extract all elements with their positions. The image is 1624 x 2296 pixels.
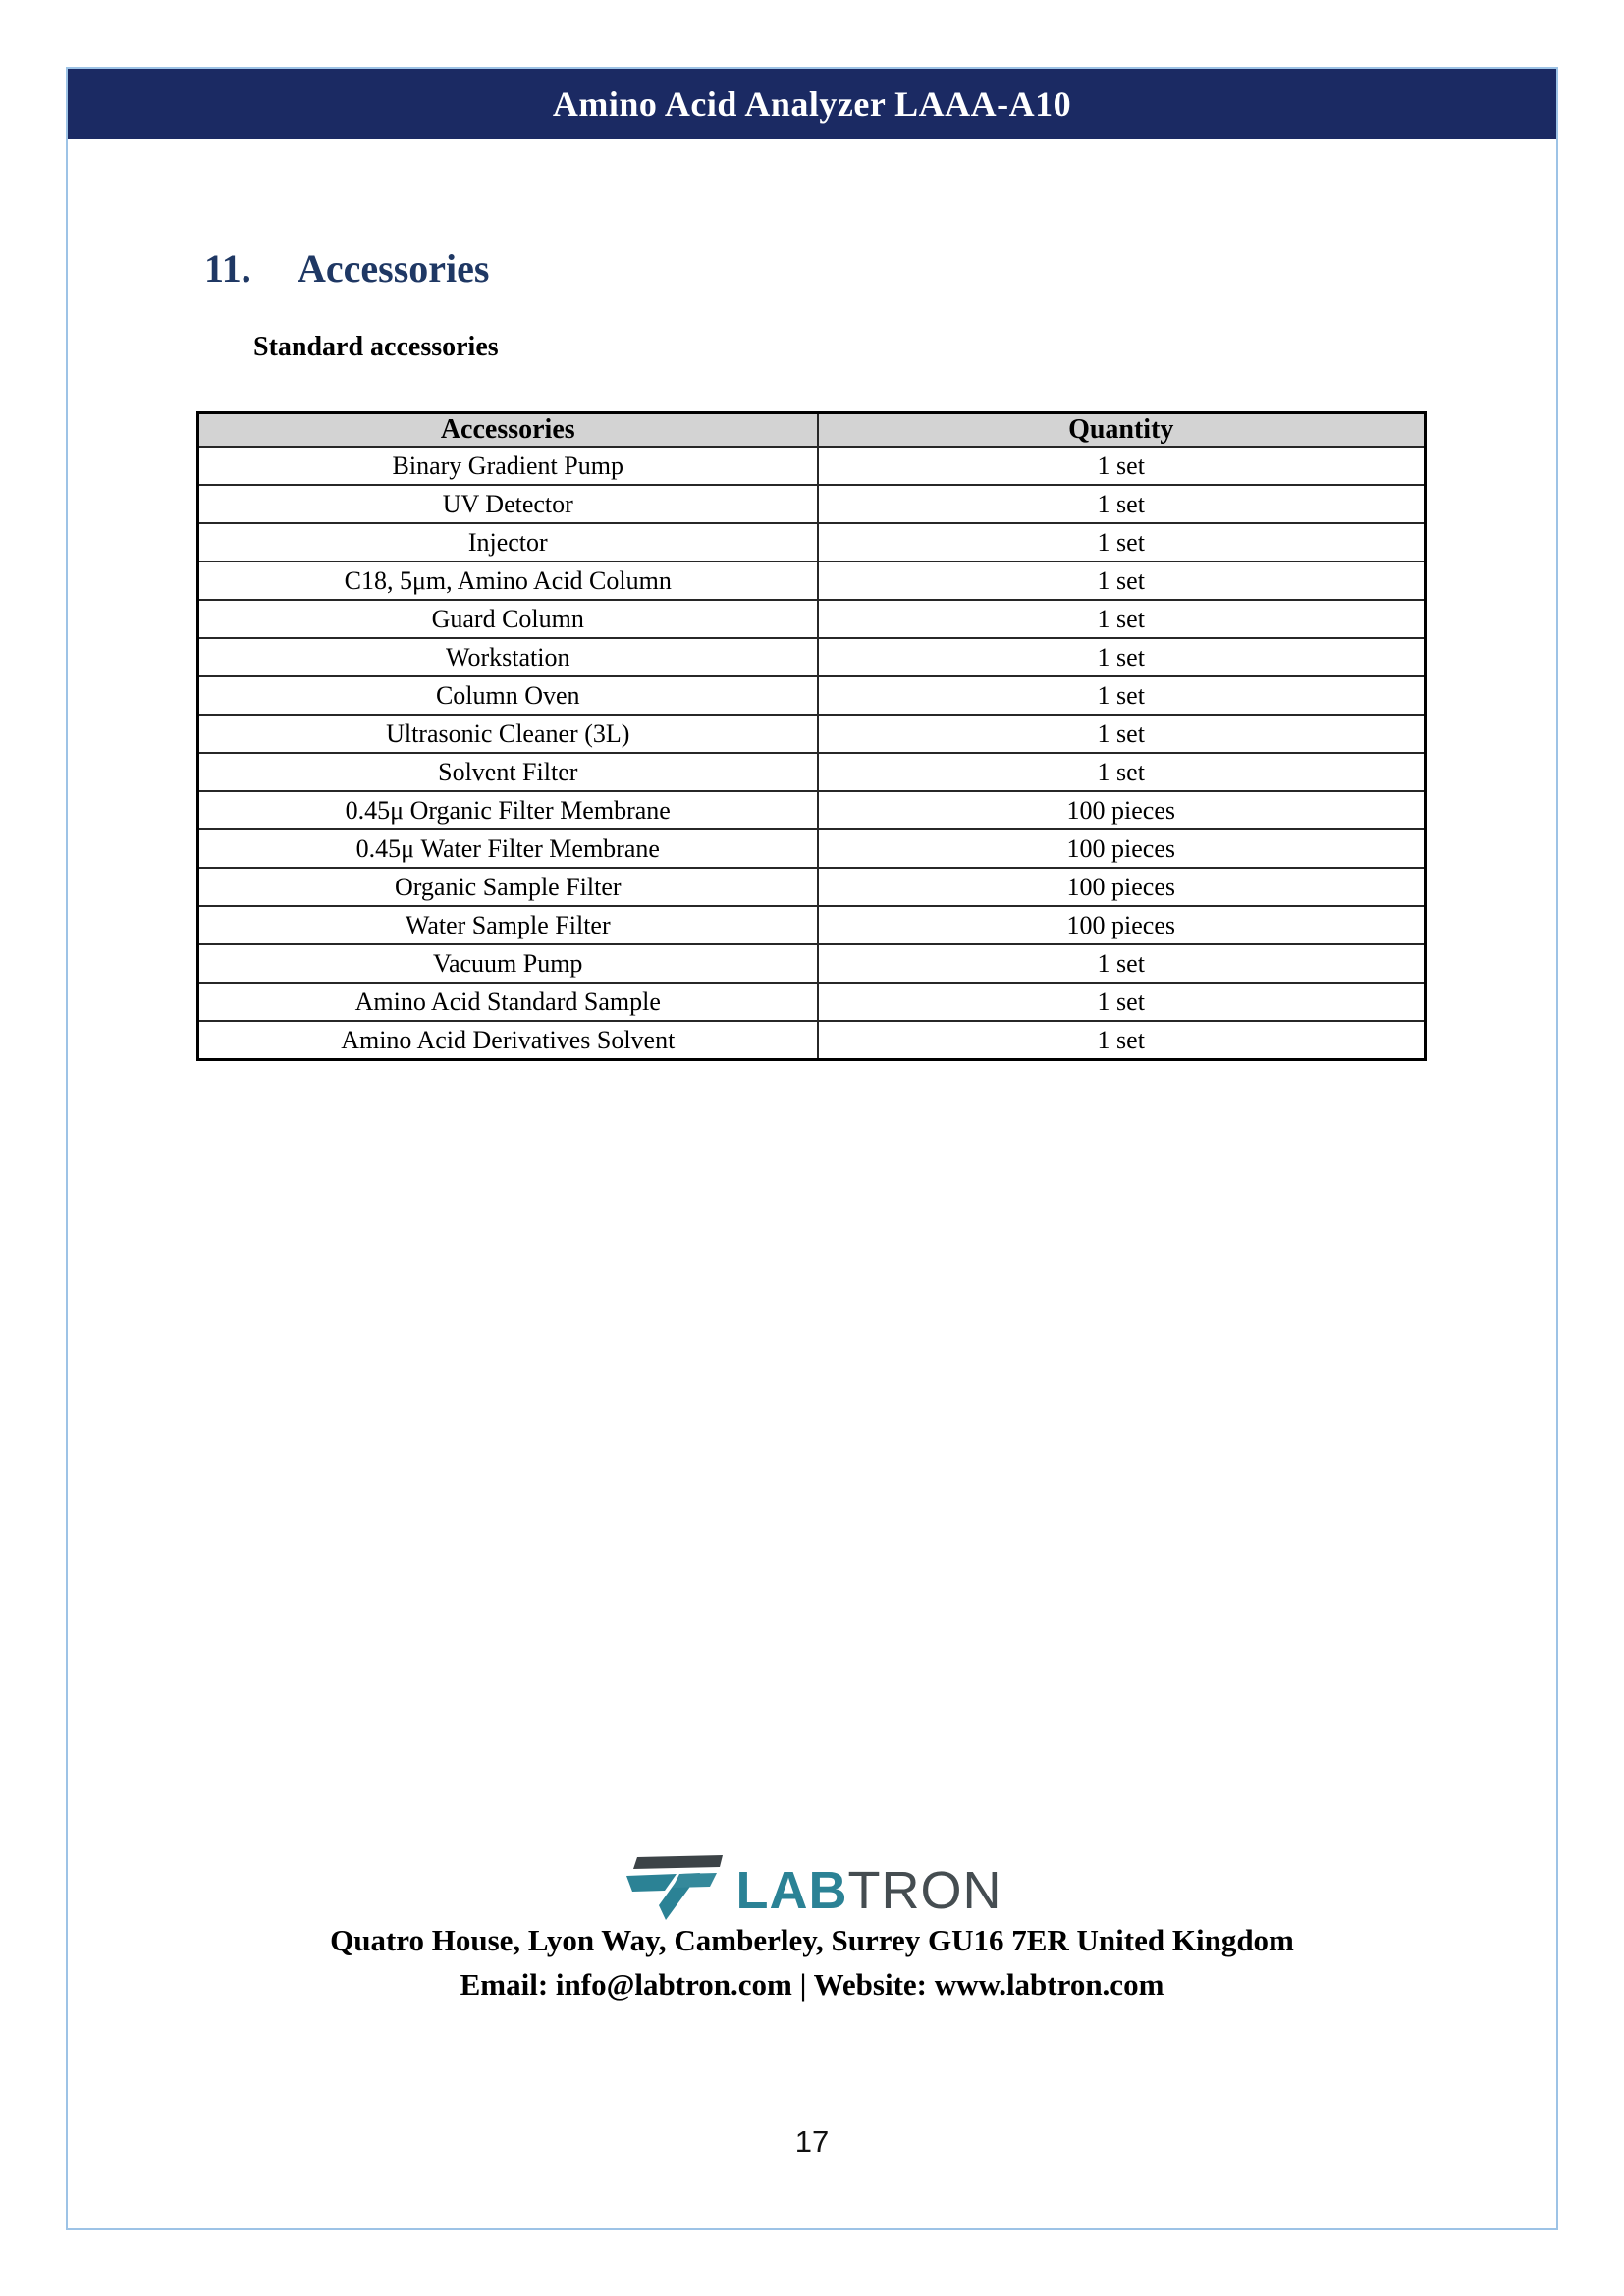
table-row [198, 600, 1426, 638]
section-title: Accessories [298, 246, 490, 291]
quantity-cell: 100 pieces [818, 906, 1426, 944]
accessory-cell: Water Sample Filter [198, 906, 818, 944]
quantity-cell: 1 set [818, 983, 1426, 1021]
accessory-cell: UV Detector [198, 485, 818, 523]
footer-contact: Email: info@labtron.com | Website: www.labtron.com [460, 1967, 1164, 2002]
accessory-cell: Organic Sample Filter [198, 868, 818, 906]
quantity-cell: 1 set [818, 638, 1426, 676]
section-heading [204, 245, 489, 292]
column-header-accessories: Accessories [198, 413, 818, 448]
accessory-cell: Injector [198, 523, 818, 561]
accessories-table-body [198, 447, 1426, 1060]
column-header-quantity: Quantity [818, 413, 1426, 448]
page-frame [66, 67, 1558, 2230]
quantity-cell: 1 set [818, 1021, 1426, 1060]
quantity-cell: 1 set [818, 447, 1426, 485]
labtron-logo-text [735, 1861, 1002, 1920]
table-row [198, 944, 1426, 983]
quantity-cell: 1 set [818, 676, 1426, 715]
quantity-cell: 1 set [818, 715, 1426, 753]
accessory-cell: Vacuum Pump [198, 944, 818, 983]
accessory-cell: Amino Acid Standard Sample [198, 983, 818, 1021]
table-row [198, 868, 1426, 906]
document-header-bar [68, 69, 1556, 139]
table-row [198, 447, 1426, 485]
document-title: Amino Acid Analyzer LAAA-A10 [552, 84, 1072, 124]
accessory-cell: 0.45μ Water Filter Membrane [198, 829, 818, 868]
accessory-cell: Workstation [198, 638, 818, 676]
table-row [198, 638, 1426, 676]
quantity-cell: 1 set [818, 753, 1426, 791]
quantity-cell: 1 set [818, 944, 1426, 983]
quantity-cell: 1 set [818, 600, 1426, 638]
table-row [198, 523, 1426, 561]
footer-address: Quatro House, Lyon Way, Camberley, Surrey GU16 7ER United Kingdom [330, 1923, 1294, 1957]
table-row [198, 676, 1426, 715]
accessories-table [196, 411, 1427, 1061]
table-row [198, 906, 1426, 944]
table-row [198, 791, 1426, 829]
logo-text-tron: TRON [847, 1861, 1002, 1920]
page-number: 17 [794, 2124, 830, 2159]
table-row [198, 715, 1426, 753]
table-row [198, 1021, 1426, 1060]
table-row [198, 829, 1426, 868]
accessory-cell: Binary Gradient Pump [198, 447, 818, 485]
quantity-cell: 100 pieces [818, 829, 1426, 868]
subsection-title: Standard accessories [253, 332, 499, 362]
quantity-cell: 100 pieces [818, 868, 1426, 906]
quantity-cell: 1 set [818, 561, 1426, 600]
table-row [198, 561, 1426, 600]
accessory-cell: Solvent Filter [198, 753, 818, 791]
quantity-cell: 1 set [818, 485, 1426, 523]
table-row [198, 983, 1426, 1021]
table-row [198, 485, 1426, 523]
labtron-mark-icon [623, 1855, 725, 1922]
accessory-cell: Guard Column [198, 600, 818, 638]
accessory-cell: Ultrasonic Cleaner (3L) [198, 715, 818, 753]
quantity-cell: 100 pieces [818, 791, 1426, 829]
logo-text-lab: LAB [735, 1861, 848, 1920]
section-number: 11. [204, 246, 251, 291]
labtron-logo [68, 1855, 1556, 1922]
accessory-cell: C18, 5μm, Amino Acid Column [198, 561, 818, 600]
table-header-row [198, 413, 1426, 448]
accessory-cell: 0.45μ Organic Filter Membrane [198, 791, 818, 829]
accessory-cell: Column Oven [198, 676, 818, 715]
quantity-cell: 1 set [818, 523, 1426, 561]
accessory-cell: Amino Acid Derivatives Solvent [198, 1021, 818, 1060]
table-row [198, 753, 1426, 791]
